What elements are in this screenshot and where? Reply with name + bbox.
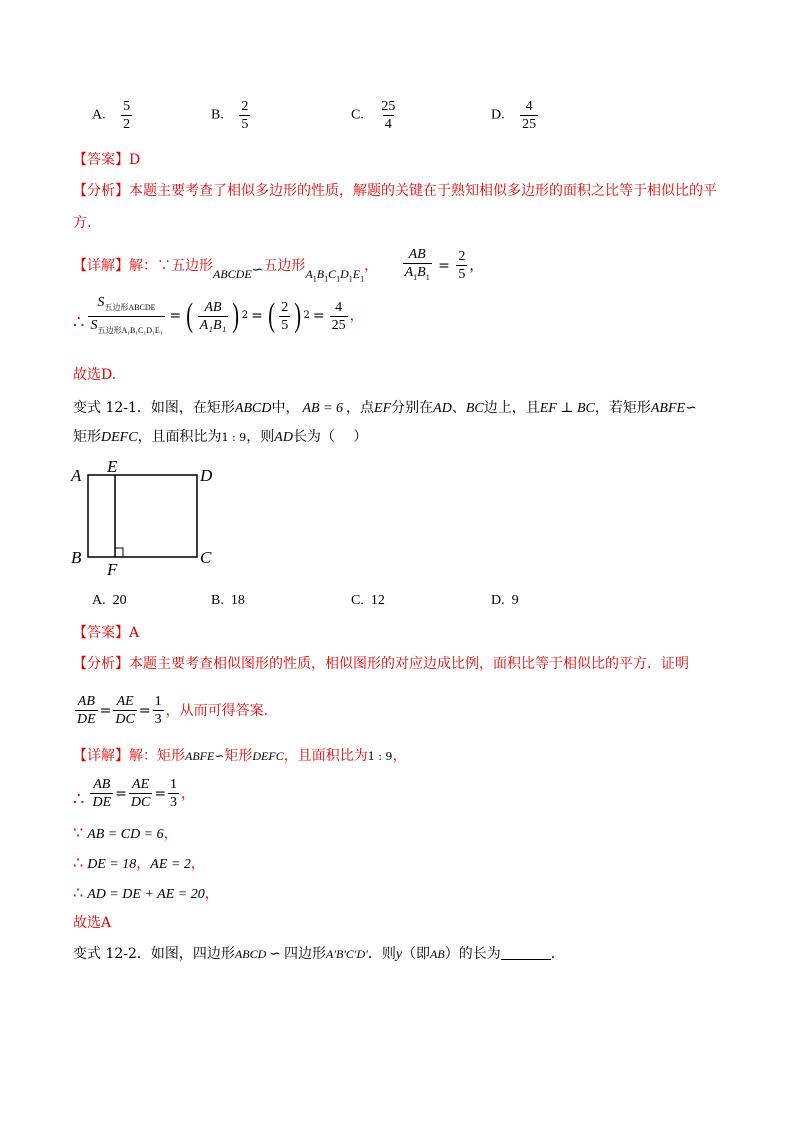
option-d [491, 98, 540, 133]
ratio-end: ， [469, 257, 484, 274]
analysis-line-1: 【分析】本题主要考查相似图形的性质，相似图形的对应边成比例，面积比等于相似比的平方．证明 [73, 656, 689, 672]
step-2: ∵ AB = CD = 6， [73, 823, 178, 842]
conclusion-12-1: 故选A [73, 915, 112, 931]
analysis-line-2: 方. [73, 215, 92, 231]
option-letter: B. [211, 107, 224, 123]
label-a: A [71, 466, 82, 485]
area-fraction: $\frac{S_{五边形ABCDE}}{S_{五边形A_1B_1C_1D_1E_1}}$ [88, 294, 164, 339]
analysis-line-2: $\frac{AB}{DE}$ = $\frac{AE}{DC}$ = $\frac{1}{3}$ ，从而可得答案. [77, 694, 269, 727]
option-a: A. 20 [92, 593, 127, 608]
detail-a1b1c1d1e1: $A_1B_1C_1D_1E_1$ [305, 266, 365, 284]
option-c: C. 12 [351, 593, 385, 608]
detail-line: 【详解】解：矩形ABFE∽矩形DEFC，且面积比为1 : 9， [73, 748, 407, 764]
option-fraction: $\frac{2}{5}$ [241, 99, 249, 132]
conclusion-12: 故选D. [73, 367, 117, 383]
option-letter: C. [351, 107, 364, 123]
option-letter: D. [491, 107, 505, 123]
area-inner-fraction: $\frac{AB}{\text{A₁B₁}}$ [199, 299, 227, 333]
step-4: ∴ AD = DE + AE = 20， [73, 883, 219, 902]
label-d: D [200, 466, 213, 485]
answer-line: 【答案】D [73, 152, 141, 168]
detail-prefix: 【详解】解：∵五边形 [73, 257, 213, 274]
step-3: ∴ DE = 18，AE = 2， [73, 853, 205, 872]
variant-12-1-stem-line-1: 变式 12-1．如图，在矩形ABCD中， AB = 6 ，点EF分别在AD、BC边上，且EF ⊥ BC，若矩形ABFE∽ [73, 400, 697, 416]
area-ratio-line: ∴ $\frac{S_{五边形ABCDE}}{S_{五边形A_1B_1C_1D_1E_1}}$ = ( $\frac{AB}{\text{A₁B₁}}$ ) 2 = ( $\frac{2}{5}$ ) 2 = $\frac{4}{25}$ ， [73, 294, 364, 338]
detail-abcde: ABCDE [213, 266, 252, 281]
detail-mid: 五边形 [263, 257, 306, 274]
equals: = [438, 257, 450, 274]
variant-12-1-stem-line-2: 矩形DEFC，且面积比为1 : 9，则AD长为（ ） [73, 429, 368, 445]
ratio-value: $\frac{2}{5}$ [458, 249, 466, 283]
label-b: B [71, 548, 82, 567]
option-b: B. 18 [211, 593, 245, 608]
right-angle-mark [115, 548, 123, 557]
option-fraction: $\frac{5}{2}$ [123, 99, 131, 132]
variant-12-2-stem: 变式 12-2．如图，四边形ABCD ∽ 四边形A′B′C′D′．则y（即AB）的长为 ． [73, 946, 565, 962]
option-a [92, 98, 134, 133]
label-f: F [107, 560, 118, 579]
rectangle-abcd [88, 475, 197, 557]
detail-line [73, 246, 483, 289]
rectangle-figure [66, 455, 236, 580]
similar-symbol: ∽ [251, 261, 264, 278]
option-fraction: $\frac{4}{25}$ [522, 99, 537, 132]
option-fraction: $\frac{25}{4}$ [381, 99, 396, 132]
ratio-fraction: $\frac{AB}{A_1B_1}$ [403, 246, 432, 286]
label-c: C [200, 548, 212, 567]
area-value-fraction: $\frac{2}{5}$ [281, 299, 289, 333]
step-1: ∴ $\frac{AB}{DE}$ = $\frac{AE}{DC}$ = $\frac{1}{3}$ ， [73, 777, 196, 810]
option-b [211, 98, 252, 133]
analysis-line-1: 【分析】本题主要考查了相似多边形的性质，解题的关键在于熟知相似多边形的面积之比等于相似比的平 [73, 183, 717, 199]
label-e: E [107, 457, 118, 476]
option-d: D. 9 [491, 593, 519, 608]
area-result-fraction: $\frac{4}{25}$ [331, 299, 346, 333]
detail-comma: ， [364, 257, 379, 274]
option-letter: A. [92, 107, 106, 123]
answer-blank [501, 945, 551, 960]
option-c [351, 98, 399, 133]
therefore-symbol: ∴ [73, 312, 85, 333]
answer-line: 【答案】A [73, 625, 140, 641]
